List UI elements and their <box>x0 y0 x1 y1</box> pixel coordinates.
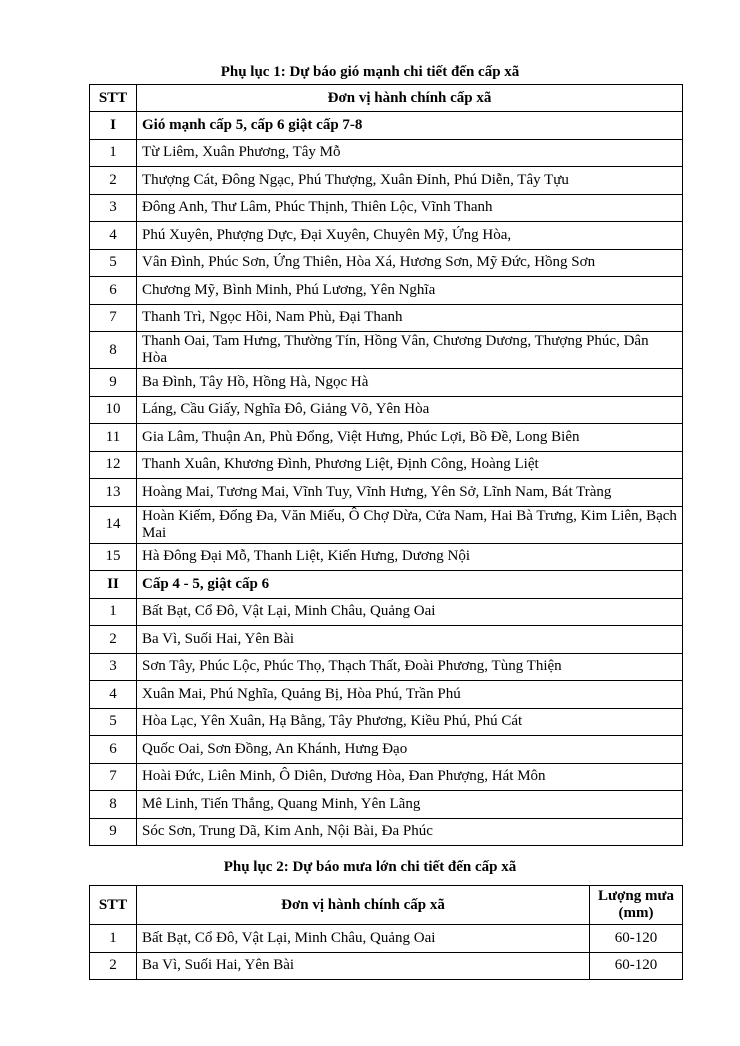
table-row <box>90 763 683 791</box>
header-unit: Đơn vị hành chính cấp xã <box>137 85 683 112</box>
stt-cell: 9 <box>90 369 137 397</box>
table-row <box>90 653 683 681</box>
table-row <box>90 708 683 736</box>
table-row <box>90 818 683 846</box>
header-stt: STT <box>90 886 137 925</box>
table-header-row <box>90 886 683 925</box>
rain-amount-cell: 60-120 <box>590 952 683 980</box>
stt-cell: 12 <box>90 451 137 479</box>
table-row <box>90 681 683 709</box>
unit-cell: Hòa Lạc, Yên Xuân, Hạ Bằng, Tây Phương, Kiều Phú, Phú Cát <box>137 708 683 736</box>
unit-cell: Thượng Cát, Đông Ngạc, Phú Thượng, Xuân Đỉnh, Phú Diễn, Tây Tựu <box>137 167 683 195</box>
unit-cell: Gió mạnh cấp 5, cấp 6 giật cấp 7-8 <box>137 112 683 140</box>
unit-cell: Thanh Trì, Ngọc Hồi, Nam Phù, Đại Thanh <box>137 304 683 332</box>
stt-cell: 9 <box>90 818 137 846</box>
rain-amount-cell: 60-120 <box>590 925 683 953</box>
stt-cell: II <box>90 571 137 599</box>
header-stt: STT <box>90 85 137 112</box>
stt-cell: 4 <box>90 681 137 709</box>
table-row <box>90 194 683 222</box>
stt-cell: 4 <box>90 222 137 250</box>
stt-cell: 10 <box>90 396 137 424</box>
unit-cell: Sóc Sơn, Trung Dã, Kim Anh, Nội Bài, Đa Phúc <box>137 818 683 846</box>
stt-cell: 14 <box>90 506 137 543</box>
stt-cell: 8 <box>90 332 137 369</box>
table-row <box>90 506 683 543</box>
unit-cell: Đông Anh, Thư Lâm, Phúc Thịnh, Thiên Lộc, Vĩnh Thanh <box>137 194 683 222</box>
unit-cell: Quốc Oai, Sơn Đồng, An Khánh, Hưng Đạo <box>137 736 683 764</box>
table-row <box>90 139 683 167</box>
table-row <box>90 249 683 277</box>
stt-cell: 1 <box>90 925 137 953</box>
unit-cell: Thanh Xuân, Khương Đình, Phương Liệt, Định Công, Hoàng Liệt <box>137 451 683 479</box>
appendix1-title: Phụ lục 1: Dự báo gió mạnh chi tiết đến cấp xã <box>220 64 520 80</box>
table-row <box>90 626 683 654</box>
stt-cell: 1 <box>90 598 137 626</box>
stt-cell: 5 <box>90 708 137 736</box>
unit-cell: Hoài Đức, Liên Minh, Ô Diên, Dương Hòa, Đan Phượng, Hát Môn <box>137 763 683 791</box>
unit-cell: Phú Xuyên, Phượng Dực, Đại Xuyên, Chuyên Mỹ, Ứng Hòa, <box>137 222 683 250</box>
table-row <box>90 277 683 305</box>
stt-cell: 2 <box>90 952 137 980</box>
stt-cell: 6 <box>90 736 137 764</box>
unit-cell: Láng, Cầu Giấy, Nghĩa Đô, Giảng Võ, Yên Hòa <box>137 396 683 424</box>
table-row <box>90 952 683 980</box>
table-row <box>90 424 683 452</box>
unit-cell: Hà Đông Đại Mỗ, Thanh Liệt, Kiến Hưng, Dương Nội <box>137 543 683 571</box>
stt-cell: 11 <box>90 424 137 452</box>
unit-cell: Bất Bạt, Cổ Đô, Vật Lại, Minh Châu, Quảng Oai <box>137 598 683 626</box>
table-header-row <box>90 85 683 112</box>
table-row <box>90 736 683 764</box>
table-row <box>90 479 683 507</box>
unit-cell: Cấp 4 - 5, giật cấp 6 <box>137 571 683 599</box>
rain-forecast-table <box>89 885 683 980</box>
table-row <box>90 396 683 424</box>
unit-cell: Ba Vì, Suối Hai, Yên Bài <box>137 626 683 654</box>
table-row <box>90 222 683 250</box>
header-unit: Đơn vị hành chính cấp xã <box>137 886 590 925</box>
unit-cell: Thanh Oai, Tam Hưng, Thường Tín, Hồng Vân, Chương Dương, Thượng Phúc, Dân Hòa <box>137 332 683 369</box>
unit-cell: Vân Đình, Phúc Sơn, Ứng Thiên, Hòa Xá, Hương Sơn, Mỹ Đức, Hồng Sơn <box>137 249 683 277</box>
stt-cell: 15 <box>90 543 137 571</box>
stt-cell: I <box>90 112 137 140</box>
stt-cell: 2 <box>90 626 137 654</box>
table-row <box>90 369 683 397</box>
table-row <box>90 543 683 571</box>
table-row <box>90 791 683 819</box>
unit-cell: Hoàn Kiếm, Đống Đa, Văn Miếu, Ô Chợ Dừa, Cửa Nam, Hai Bà Trưng, Kim Liên, Bạch Mai <box>137 506 683 543</box>
stt-cell: 3 <box>90 194 137 222</box>
unit-cell: Ba Đình, Tây Hồ, Hồng Hà, Ngọc Hà <box>137 369 683 397</box>
stt-cell: 5 <box>90 249 137 277</box>
unit-cell: Hoàng Mai, Tương Mai, Vĩnh Tuy, Vĩnh Hưng, Yên Sở, Lĩnh Nam, Bát Tràng <box>137 479 683 507</box>
section-row <box>90 112 683 140</box>
unit-cell: Chương Mỹ, Bình Minh, Phú Lương, Yên Nghĩa <box>137 277 683 305</box>
stt-cell: 8 <box>90 791 137 819</box>
wind-forecast-table <box>89 84 683 846</box>
unit-cell: Sơn Tây, Phúc Lộc, Phúc Thọ, Thạch Thất, Đoài Phương, Tùng Thiện <box>137 653 683 681</box>
unit-cell: Bất Bạt, Cổ Đô, Vật Lại, Minh Châu, Quảng Oai <box>137 925 590 953</box>
stt-cell: 6 <box>90 277 137 305</box>
table-row <box>90 925 683 953</box>
stt-cell: 2 <box>90 167 137 195</box>
unit-cell: Gia Lâm, Thuận An, Phù Đổng, Việt Hưng, Phúc Lợi, Bồ Đề, Long Biên <box>137 424 683 452</box>
stt-cell: 7 <box>90 304 137 332</box>
unit-cell: Xuân Mai, Phú Nghĩa, Quảng Bị, Hòa Phú, Trần Phú <box>137 681 683 709</box>
section-row <box>90 571 683 599</box>
table-row <box>90 304 683 332</box>
table-row <box>90 451 683 479</box>
table-row <box>90 598 683 626</box>
unit-cell: Ba Vì, Suối Hai, Yên Bài <box>137 952 590 980</box>
table-row <box>90 167 683 195</box>
unit-cell: Mê Linh, Tiến Thắng, Quang Minh, Yên Lãng <box>137 791 683 819</box>
unit-cell: Từ Liêm, Xuân Phương, Tây Mỗ <box>137 139 683 167</box>
stt-cell: 13 <box>90 479 137 507</box>
stt-cell: 7 <box>90 763 137 791</box>
header-rain-amount: Lượng mưa (mm) <box>590 886 683 925</box>
stt-cell: 3 <box>90 653 137 681</box>
stt-cell: 1 <box>90 139 137 167</box>
appendix2-title: Phụ lục 2: Dự báo mưa lớn chi tiết đến cấp xã <box>223 859 517 875</box>
table-row <box>90 332 683 369</box>
